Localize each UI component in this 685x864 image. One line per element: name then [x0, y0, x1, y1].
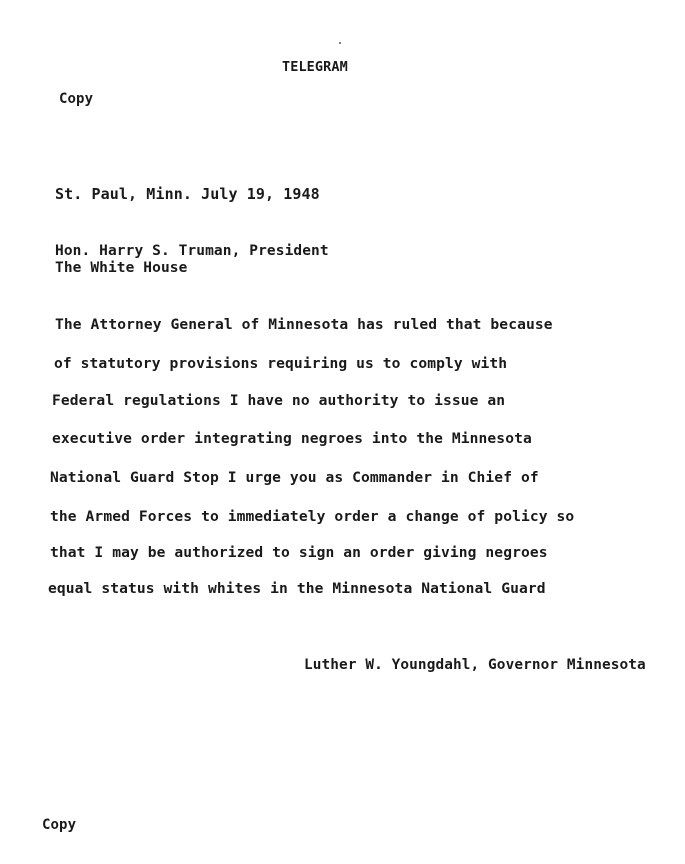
body-line: of statutory provisions requiring us to comply with [54, 355, 508, 372]
body-line: that I may be authorized to sign an order giving negroes [50, 544, 548, 561]
body-line: equal status with whites in the Minnesota National Guard [48, 580, 546, 597]
body-line: executive order integrating negroes into the Minnesota [52, 430, 532, 447]
copy-label-bottom: Copy [42, 817, 77, 833]
dateline: St. Paul, Minn. July 19, 1948 [55, 185, 320, 203]
paper-speck [339, 42, 341, 44]
copy-label-top: Copy [59, 91, 94, 107]
body-line: National Guard Stop I urge you as Commander in Chief of [50, 469, 539, 486]
body-line: The Attorney General of Minnesota has ruled that because [55, 316, 553, 333]
signature-line: Luther W. Youngdahl, Governor Minnesota [304, 657, 646, 673]
recipient-line-2: The White House [55, 260, 188, 276]
recipient-line-1: Hon. Harry S. Truman, President [55, 243, 329, 259]
document-title: TELEGRAM [282, 59, 348, 75]
body-line: Federal regulations I have no authority to issue an [52, 392, 506, 409]
body-line: the Armed Forces to immediately order a change of policy so [50, 508, 575, 525]
